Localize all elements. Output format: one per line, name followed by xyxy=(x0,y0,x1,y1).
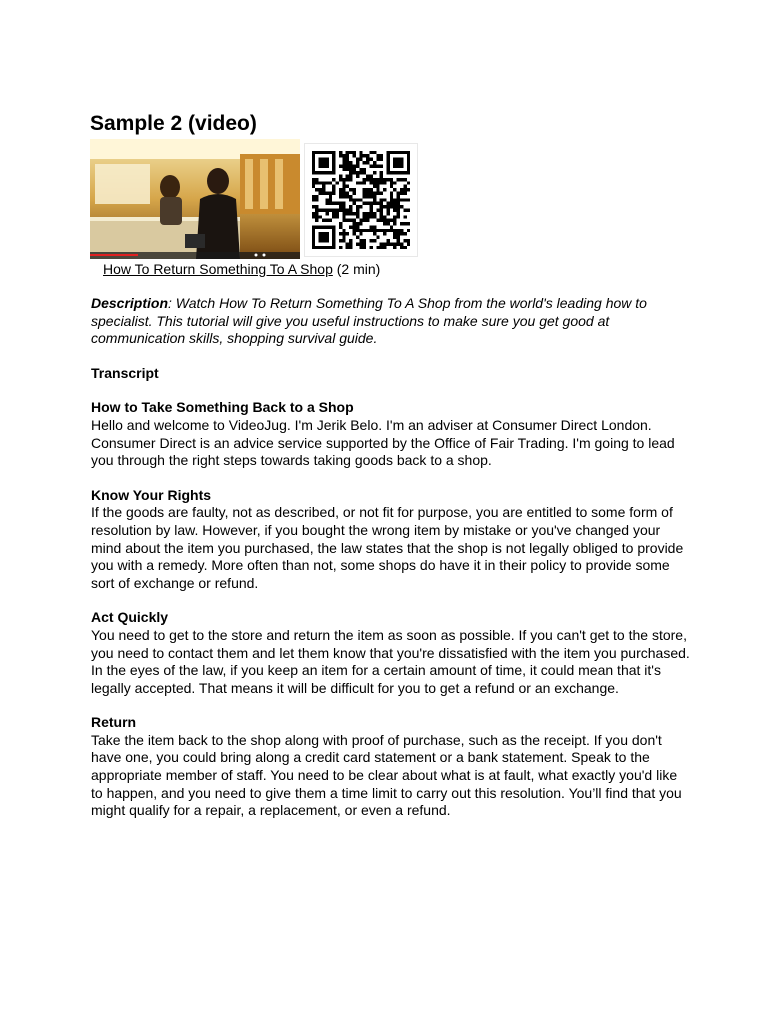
section-act-quickly xyxy=(91,609,691,697)
video-thumbnail[interactable] xyxy=(90,139,300,259)
section-heading: Act Quickly xyxy=(91,609,169,626)
section-heading: Know Your Rights xyxy=(91,486,212,503)
section-return xyxy=(91,714,691,820)
section-heading: How to Take Something Back to a Shop xyxy=(91,399,354,416)
video-link[interactable]: How To Return Something To A Shop xyxy=(103,261,333,277)
video-duration: (2 min) xyxy=(336,261,381,277)
video-caption xyxy=(103,261,380,278)
shop-scene-image xyxy=(90,139,300,259)
section-know-your-rights xyxy=(91,487,691,593)
section-heading: Return xyxy=(91,714,137,731)
qr-code-image xyxy=(304,143,418,257)
transcript-heading: Transcript xyxy=(91,364,159,381)
description-text: : Watch How To Return Something To A Shop from the world's leading how to specialist. This tutorial will give you useful instructions to make sure you get good at communication skills, shopping survival guide. xyxy=(91,295,647,347)
description-label: Description xyxy=(91,295,169,311)
page-title: Sample 2 (video) xyxy=(90,112,257,135)
description xyxy=(91,295,691,348)
section-text: Hello and welcome to VideoJug. I'm Jerik Belo. I'm an adviser at Consumer Direct London. Consumer Direct is an advice service supported by the Office of Fair Trading. I'm going to lead you through the right steps towards taking goods back to a shop. xyxy=(91,416,675,469)
section-intro xyxy=(91,399,691,469)
section-text: You need to get to the store and return the item as soon as possible. If you can't get to the store, you need to contact them and let them know that you're dissatisfied with the item you purchased. In the eyes of the law, if you keep an item for a certain amount of time, it could mean that it's legally accepted. That means it will be difficult for you to get a refund or an exchange. xyxy=(91,626,690,696)
section-text: Take the item back to the shop along with proof of purchase, such as the receipt. If you don't have one, you could bring along a credit card statement or a bank statement. Speak to the appropriate member of staff. You need to be clear about what is at fault, what exactly you'd like to happen, and you need to give them a time limit to carry out this resolution. You’ll find that you might qualify for a repair, a replacement, or even a refund. xyxy=(91,731,682,819)
section-text: If the goods are faulty, not as described, or not fit for purpose, you are entitled to some form of resolution by law. However, if you bought the wrong item by mistake or you've changed your mind about the item you purchased, the law states that the shop is not legally obliged to provide you with a remedy. More often than not, some shops do have it in their policy to provide some sort of exchange or refund. xyxy=(91,504,684,591)
document-body xyxy=(91,295,691,837)
